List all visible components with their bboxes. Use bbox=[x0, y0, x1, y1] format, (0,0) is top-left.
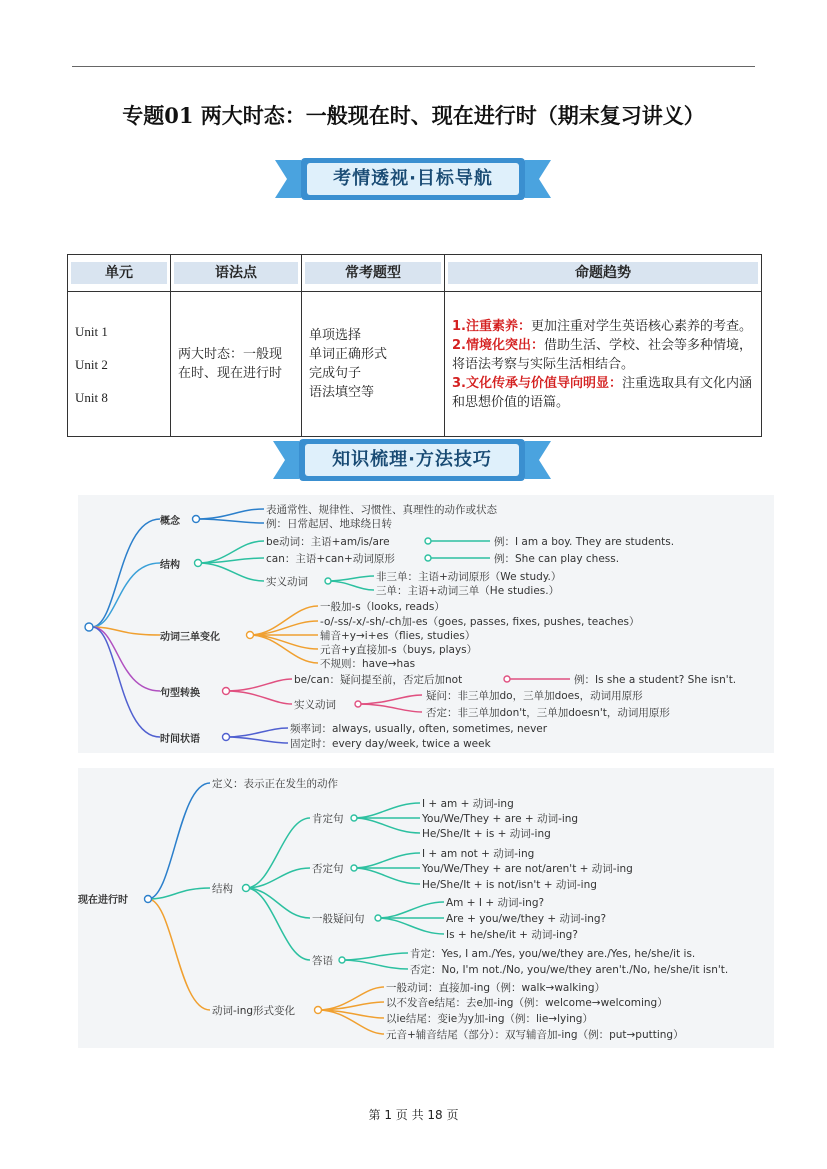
node-text: 否定：非三单加don't，三单加doesn't，动词用原形 bbox=[426, 707, 670, 719]
node-text: 频率词：always, usually, often, sometimes, never bbox=[290, 723, 548, 735]
node-text: 例：I am a boy. They are students. bbox=[494, 536, 675, 548]
node-text: I + am not + 动词-ing bbox=[422, 848, 535, 860]
mindmap-present-continuous bbox=[78, 768, 774, 1048]
node-text: Is + he/she/it + 动词-ing? bbox=[446, 929, 578, 941]
table-header: 命题趋势 bbox=[445, 255, 762, 292]
node-text: I + am + 动词-ing bbox=[422, 798, 514, 810]
node-text: 实义动词 bbox=[266, 576, 308, 588]
node-text: 以不发音e结尾：去e加-ing（例：welcome→welcoming） bbox=[386, 997, 668, 1009]
root-node: 现在进行时 bbox=[78, 895, 128, 906]
table-header: 单元 bbox=[68, 255, 171, 292]
grammar-cell: 两大时态：一般现在时、现在进行时 bbox=[171, 292, 302, 437]
table-header: 常考题型 bbox=[302, 255, 445, 292]
node-text: 例：Is she a student? She isn't. bbox=[574, 674, 737, 686]
trends-cell: 1.注重素养：更加注重对学生英语核心素养的考查。 2.情境化突出：借助生活、学校、社会等多种情境，将语法考察与实际生活相结合。 3.文化传承与价值导向明显：注重选取具有文化内涵和思想价值的语篇。 bbox=[445, 292, 762, 437]
node-text: 一般加-s（looks, reads） bbox=[320, 601, 445, 613]
node-text: 否定句 bbox=[312, 863, 344, 875]
page-title: 专题01 两大时态：一般现在时、现在进行时（期末复习讲义） bbox=[122, 103, 705, 128]
branch-transform: 句型转换 bbox=[160, 688, 200, 699]
node-text: be动词：主语+am/is/are bbox=[266, 536, 390, 548]
node-text: 例：She can play chess. bbox=[494, 553, 620, 565]
node-text: 例：日常起居、地球绕日转 bbox=[266, 518, 392, 530]
node-text: He/She/It + is not/isn't + 动词-ing bbox=[422, 879, 597, 891]
node-text: be/can：疑问提至前，否定后加not bbox=[294, 674, 463, 686]
node-text: 辅音+y→i+es（flies, studies） bbox=[320, 630, 476, 642]
node-text: Am + I + 动词-ing? bbox=[446, 897, 545, 909]
page-footer: 第 1 页 共 18 页 bbox=[368, 1108, 459, 1122]
node-text: 实义动词 bbox=[294, 699, 336, 711]
node-text: 肯定：Yes, I am./Yes, you/we/they are./Yes, he/she/it is. bbox=[410, 948, 696, 960]
node-text: 一般动词：直接加-ing（例：walk→walking） bbox=[386, 982, 606, 994]
mindmap-simple-present bbox=[78, 495, 774, 753]
node-text: 结构 bbox=[212, 883, 233, 895]
node-text: 定义：表示正在发生的动作 bbox=[212, 778, 338, 790]
banner-title: 考情透视·目标导航 bbox=[333, 168, 493, 189]
node-text: 否定：No, I'm not./No, you/we/they aren't./No, he/she/it isn't. bbox=[410, 964, 729, 976]
node-text: 非三单：主语+动词原形（We study.） bbox=[376, 571, 562, 583]
node-text: 肯定句 bbox=[312, 813, 344, 825]
node-text: You/We/They + are + 动词-ing bbox=[422, 813, 579, 825]
node-text: Are + you/we/they + 动词-ing? bbox=[446, 913, 607, 925]
header-rule bbox=[72, 66, 755, 67]
section-banner-exam bbox=[275, 156, 551, 202]
node-text: 元音+辅音结尾（部分）：双写辅音加-ing（例：put→putting） bbox=[386, 1029, 684, 1041]
node-text: You/We/They + are not/aren't + 动词-ing bbox=[422, 863, 633, 875]
node-text: can：主语+can+动词原形 bbox=[266, 553, 395, 565]
node-text: 固定时：every day/week, twice a week bbox=[290, 738, 491, 750]
branch-time: 时间状语 bbox=[160, 734, 200, 745]
question-types-cell: 单项选择 单词正确形式 完成句子 语法填空等 bbox=[302, 292, 445, 437]
node-text: He/She/It + is + 动词-ing bbox=[422, 828, 551, 840]
node-text: 不规则：have→has bbox=[320, 658, 416, 670]
node-text: 表通常性、规律性、习惯性、真理性的动作或状态 bbox=[266, 504, 497, 516]
table-header: 语法点 bbox=[171, 255, 302, 292]
node-text: 动词-ing形式变化 bbox=[212, 1005, 296, 1017]
exam-overview-table bbox=[67, 254, 762, 437]
node-text: 疑问：非三单加do，三单加does，动词用原形 bbox=[426, 690, 643, 702]
branch-structure: 结构 bbox=[160, 560, 180, 571]
node-text: 元音+y直接加-s（buys, plays） bbox=[320, 644, 478, 656]
units-cell: Unit 1 Unit 2 Unit 8 bbox=[68, 292, 171, 437]
node-text: -o/-ss/-x/-sh/-ch加-es（goes, passes, fixes, pushes, teaches） bbox=[320, 616, 640, 628]
branch-concept: 概念 bbox=[160, 516, 180, 527]
branch-verb3: 动词三单变化 bbox=[160, 632, 220, 643]
banner-title: 知识梳理·方法技巧 bbox=[332, 449, 492, 470]
section-banner-knowledge bbox=[273, 437, 551, 483]
node-text: 一般疑问句 bbox=[312, 913, 365, 925]
node-text: 答语 bbox=[312, 955, 333, 967]
node-text: 以ie结尾：变ie为y加-ing（例：lie→lying） bbox=[386, 1013, 593, 1025]
node-text: 三单：主语+动词三单（He studies.） bbox=[376, 585, 560, 597]
